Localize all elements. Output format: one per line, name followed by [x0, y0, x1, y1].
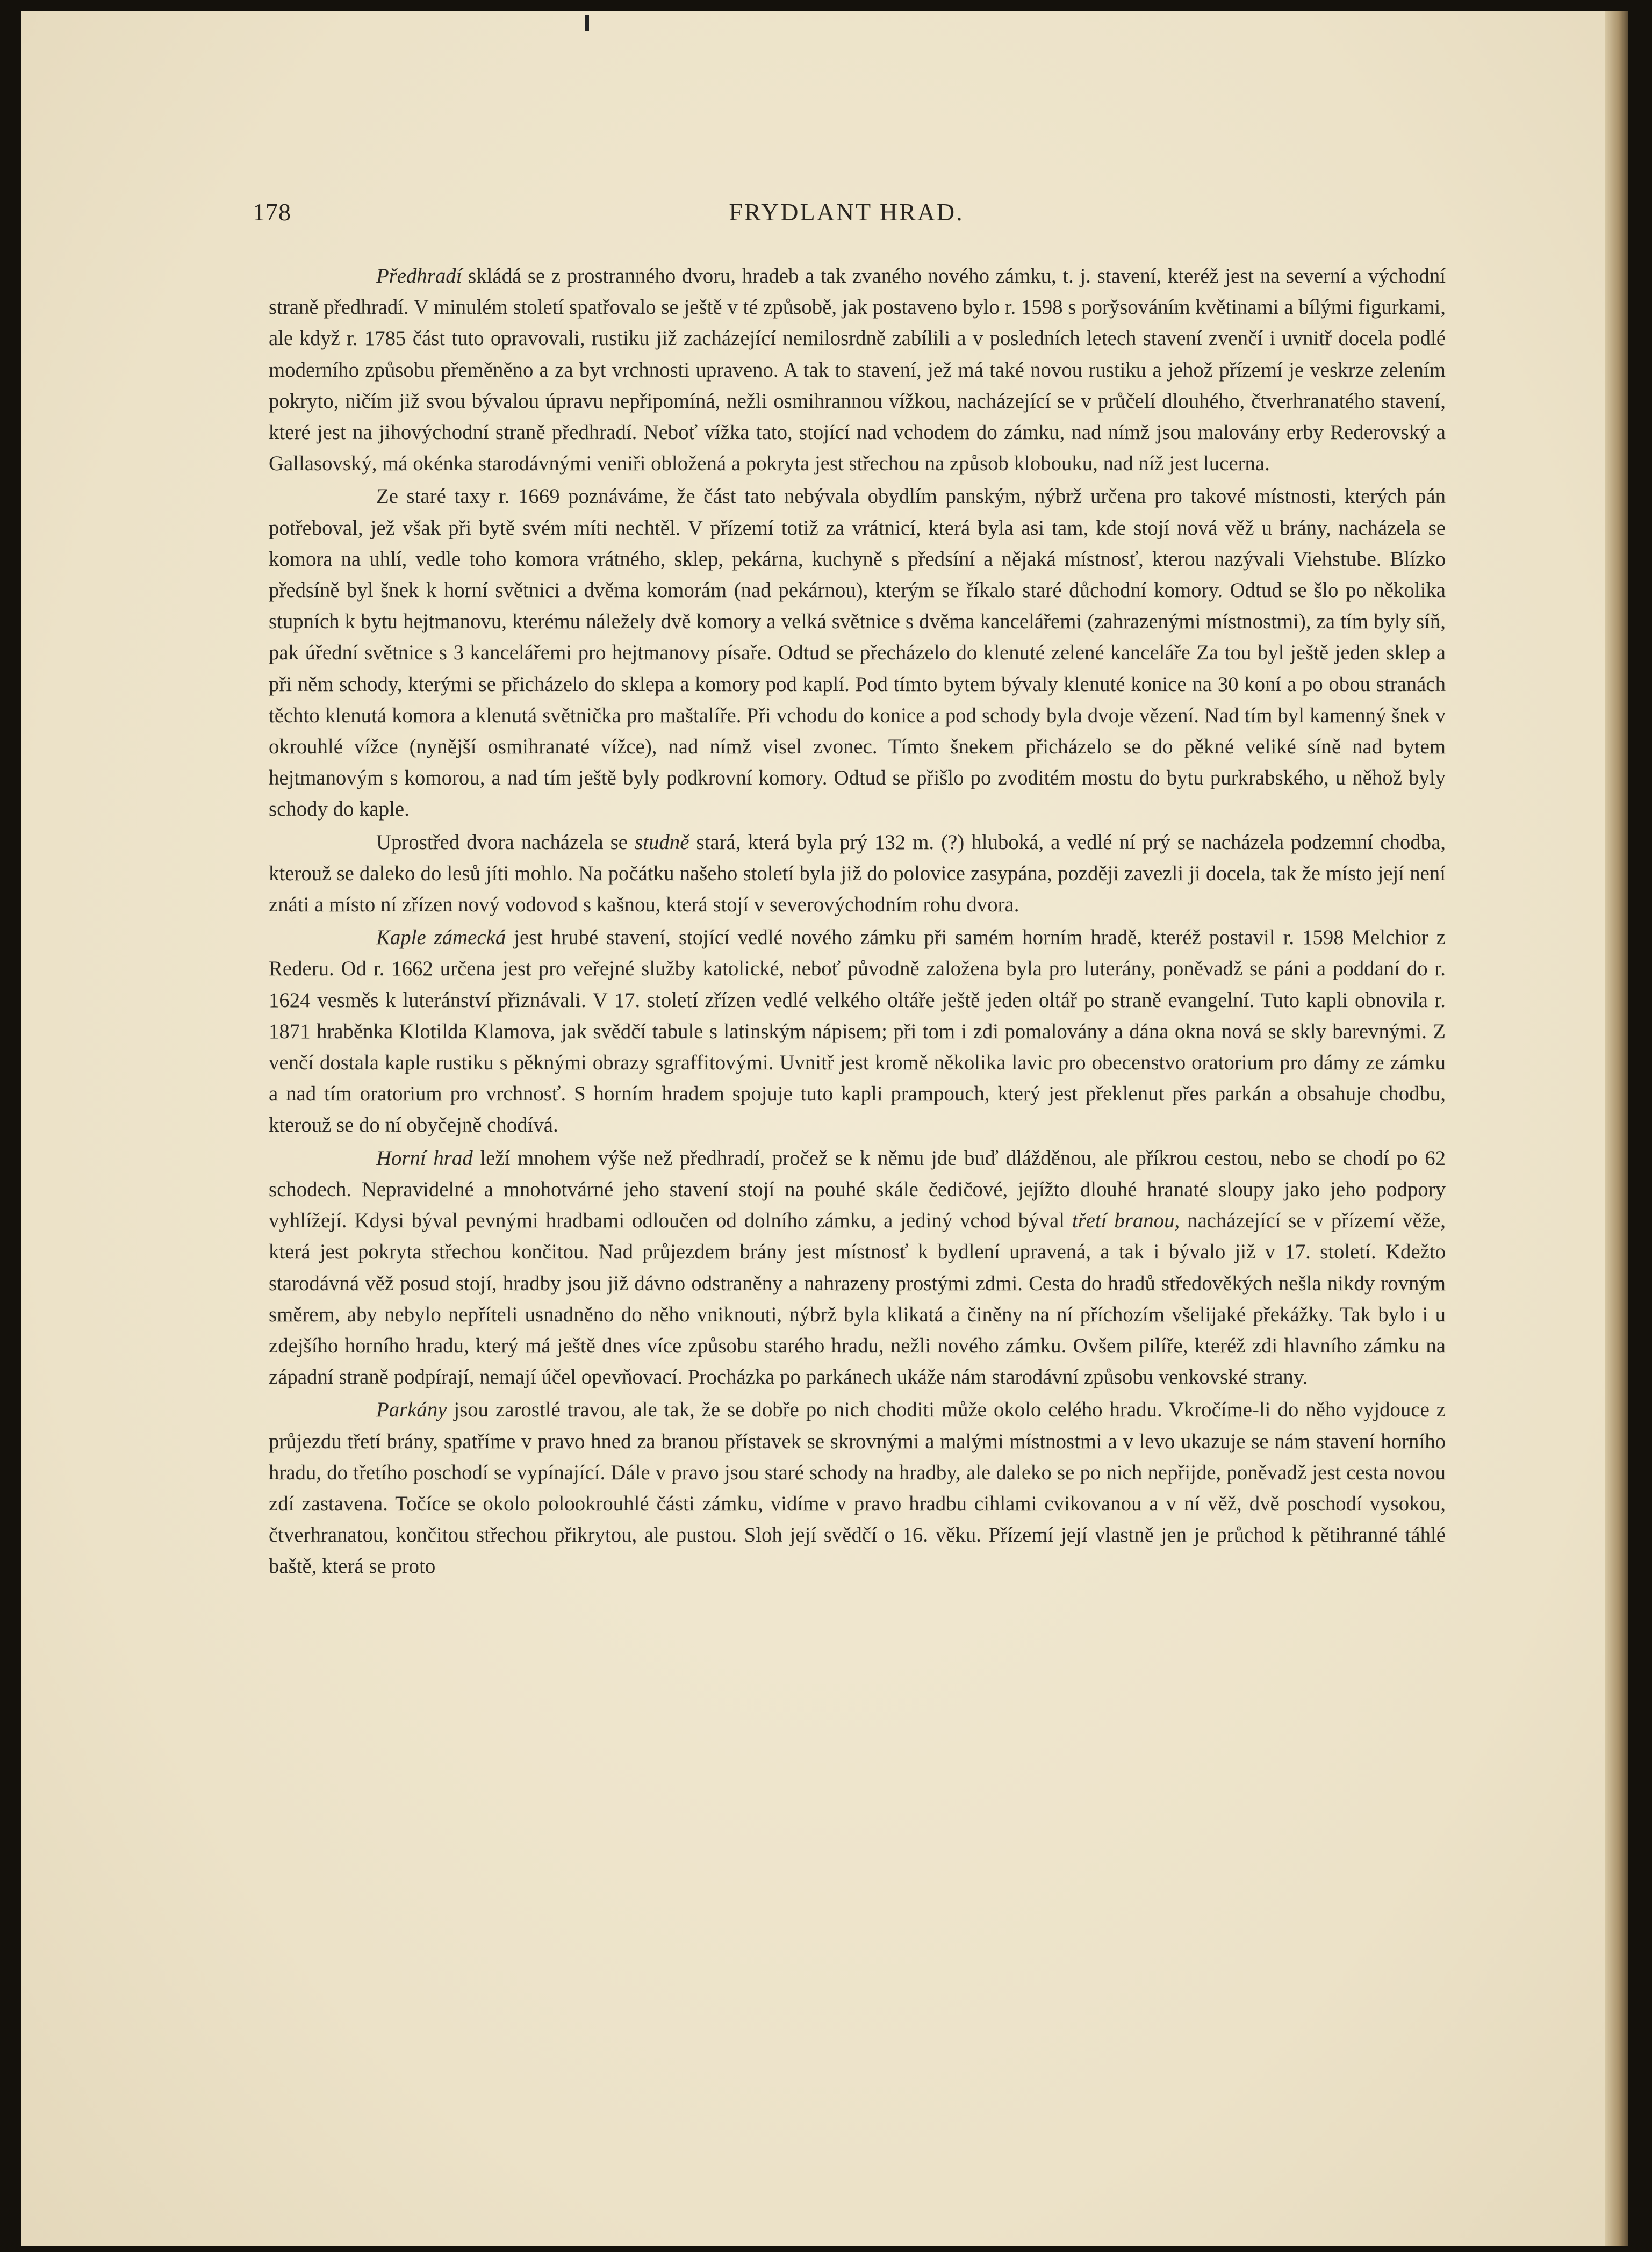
term-horni-hrad: Horní hrad	[376, 1146, 473, 1170]
paragraph-text: jsou zarostlé travou, ale tak, že se dobře po nich choditi může okolo celého hradu. Vkročíme-li do něho vyjdouce z průjezdu třetí brány, spatříme v pravo hned za branou přístavek se skrovnými a malými místnostmi a v levo ukazuje se nám stavení horního hradu, do třetího poschodí se vypínající. Dále v pravo jsou staré schody na hradby, ale daleko se po nich nepřijde, poněvadž jest cesta novou zdí zastavena. Točíce se okolo polookrouhlé části zámku, vidíme v pravo hradbu cihlami cvikovanou a v ní věž, dvě poschodí vysokou, čtverhranatou, končitou střechou přikrytou, ale pustou. Sloh její svědčí o 16. věku. Přízemí její vlastně jen je průchod k pětihranné táhlé baště, která se proto	[269, 1398, 1446, 1578]
paragraph-text: Uprostřed dvora nacházela se	[376, 830, 635, 854]
page-header	[242, 198, 1451, 235]
paragraph-text: jest hrubé stavení, stojící vedlé nového zámku při samém horním hradě, kteréž postavil r. 1598 Melchior z Rederu. Od r. 1662 určena jest pro veřejné služby katolické, neboť původně založena byla pro luterány, poněvadž se páni a poddaní do r. 1624 vesměs k luteránství přiznávali. V 17. století zřízen vedlé velkého oltáře ještě jeden oltář po straně evangelní. Tuto kapli obnovila r. 1871 hraběnka Klotilda Klamova, jak svědčí tabule s latinským nápisem; při tom i zdi pomalovány a dána okna nová se skly barevnými. Z venčí dostala kaple rustiku s pěknými obrazy sgraffitovými. Uvnitř jest kromě několika lavic pro obecenstvo oratorium pro dámy ze zámku a nad tím oratorium pro vrchnosť. S horním hradem spojuje tuto kapli prampouch, který jest překlenut přes parkán a obsahuje chodbu, kterouž se do ní obyčejně chodívá.	[269, 926, 1446, 1137]
scan-artifact-mark	[585, 15, 589, 31]
paragraph-text: Ze staré taxy r. 1669 poznáváme, že část tato nebývala obydlím panským, nýbrž určena pro takové místnosti, kterých pán potřeboval, jež však při bytě svém míti nechtěl. V přízemí totiž za vrátnicí, která byla asi tam, kde stojí nová věž u brány, nacházela se komora na uhlí, vedle toho komora vrátného, sklep, pekárna, kuchyně s předsíní a nějaká místnosť, kterou nazývali Viehstube. Blízko předsíně byl šnek k horní světnici a dvěma komorám (nad pekárnou), kterým se říkalo staré důchodní komory. Odtud se šlo po několika stupních k bytu hejtmanovu, kterému náležely dvě komory a velká světnice s dvěma kancelářemi (zahrazenými místnostmi), za tím byly síň, pak úřední světnice s 3 kancelářemi pro hejtmanovy písaře. Odtud se přecházelo do klenuté zelené kanceláře Za tou byl ještě jeden sklep a při něm schody, kterými se přicházelo do sklepa a komory pod kaplí. Pod tímto bytem bývaly klenuté konice na 30 koní a po obou stranách těchto klenutá komora a klenutá světnička pro maštalíře. Při vchodu do konice a pod schody byla dvoje vězení. Nad tím byl kamenný šnek v okrouhlé vížce (nynější osmihranaté vížce), nad nímž visel zvonec. Tímto šnekem přicházelo se do pěkné veliké síně nad bytem hejtmanovým s komorou, a nad tím ještě byly podkrovní komory. Odtud se přišlo po zvoditém mostu do bytu purkrabského, u něhož byly schody do kaple.	[269, 485, 1446, 821]
running-title: FRYDLANT HRAD.	[729, 198, 964, 226]
page-gutter	[1605, 11, 1628, 2246]
paragraph-text: stará, která byla prý 132 m. (?) hluboká, a vedlé ní prý se nacházela podzemní chodba, kterouž se daleko do lesů jíti mohlo. Na počátku našeho století byla již do polovice zasypána, později zavezli ji docela, tak že místo její není znáti a místo ní zřízen nový vodovod s kašnou, která stojí v severovýchodním rohu dvora.	[269, 830, 1446, 917]
term-studne: studně	[635, 830, 689, 854]
paragraph-parkany	[269, 1394, 1446, 1582]
term-treti-branou: třetí branou	[1072, 1209, 1175, 1233]
paragraph-text: leží mnohem výše než předhradí, pročež se k němu jde buď dlážděnou, ale příkrou cestou, nebo se chodí po 62 schodech. Nepravidelné a mnohotvárné jeho stavení stojí na pouhé skále čedičové, jejížto dlouhé hranaté sloupy jako jeho podpory vyhlížejí. Kdysi býval pevnými hradbami odloučen od dolního zámku, a jediný vchod býval	[269, 1146, 1446, 1233]
page-number: 178	[253, 198, 291, 226]
paragraph-predhradi	[269, 261, 1446, 479]
body-text	[269, 261, 1446, 1584]
term-parkany: Parkány	[376, 1398, 447, 1422]
paragraph-kaple	[269, 922, 1446, 1141]
term-predhradi: Předhradí	[376, 264, 462, 287]
paragraph-taxa	[269, 481, 1446, 825]
paragraph-text: skládá se z prostranného dvoru, hradeb a tak zvaného nového zámku, t. j. stavení, kteréž jest na severní a východní straně předhradí. V minulém století spatřovalo se ještě v té způsobě, jak postaveno bylo r. 1598 s pory̆sováním květinami a bílými figurkami, ale když r. 1785 část tuto opravovali, rustiku již zacházející nemilosrdně zabílili a v posledních letech stavení zvenčí i uvnitř docela podlé moderního způsobu přeměněno a za byt vrchnosti upraveno. A tak to stavení, jež má také novou rustiku a jehož přízemí je veskrze zelením pokryto, ničím již svou bývalou úpravu nepřipomíná, nežli osmihrannou vížkou, nacházející se v průčelí dlouhého, čtverhranatého stavení, které jest na jihovýchodní straně předhradí. Neboť vížka tato, stojící nad vchodem do zámku, nad nímž jsou malovány erby Rederovský a Gallasovský, má okénka starodávnými veniři obložená a pokryta jest střechou na způsob klobouku, nad níž jest lucerna.	[269, 264, 1446, 476]
term-kaple-zamecka: Kaple zámecká	[376, 926, 506, 949]
paragraph-text: , nacházející se v přízemí věže, která jest pokryta střechou končitou. Nad průjezdem brány jest místnosť k bydlení upravená, a tak i bývalo již v 17. století. Kdežto starodávná věž posud stojí, hradby jsou již dávno odstraněny a nahrazeny prostými zdmi. Cesta do hradů středověkých nešla nikdy rovným směrem, aby nebylo nepříteli usnadněno do něho vniknouti, nýbrž byla klikatá a činěny na ní příchozím všelijaké překážky. Tak bylo i u zdejšího horního hradu, který má ještě dnes více způsobu starého hradu, nežli nového zámku. Ovšem pilíře, kteréž zdi hlavního zámku na západní straně podpírají, nemají účel opevňovací. Procházka po parkánech ukáže nám starodávní způsobu venkovské strany.	[269, 1209, 1446, 1389]
paragraph-horni-hrad	[269, 1143, 1446, 1393]
paragraph-studne	[269, 827, 1446, 921]
